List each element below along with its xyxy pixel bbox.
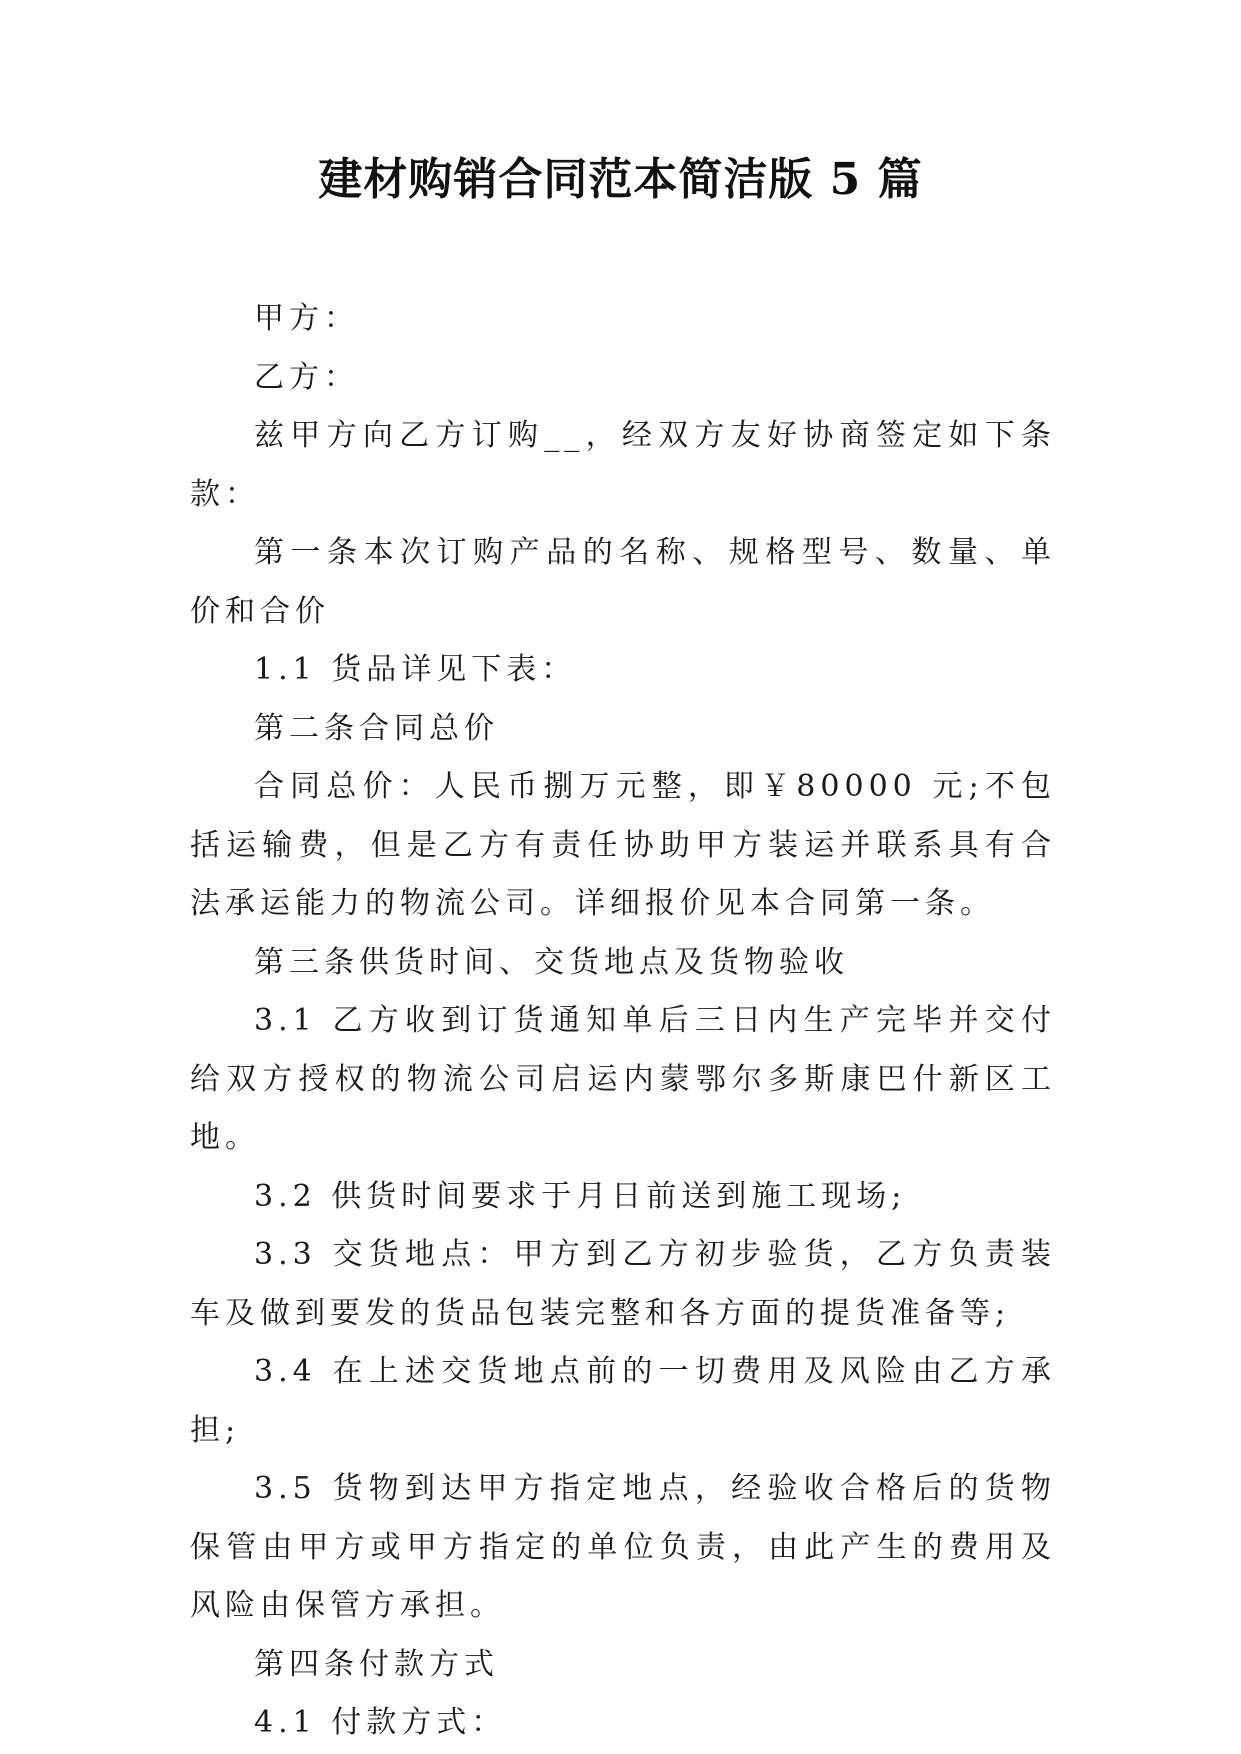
paragraph-article-2: 第二条合同总价 — [254, 710, 499, 746]
paragraph-3-3: 3.3 交货地点：甲方到乙方初步验货，乙方负责装车及做到要发的货品包装完整和各方面的提货准备等; — [190, 1237, 1056, 1331]
paragraph-3-4: 3.4 在上述交货地点前的一切费用及风险由乙方承担; — [190, 1354, 1056, 1448]
paragraph-total-price: 合同总价：人民币捌万元整，即￥80000 元;不包括运输费，但是乙方有责任协助甲方装运并联系具有合法承运能力的物流公司。详细报价见本合同第一条。 — [190, 769, 1056, 921]
paragraph-4-1: 4.1 付款方式： — [254, 1705, 507, 1740]
paragraph-party-b: 乙方： — [254, 359, 359, 395]
paragraph-party-a: 甲方： — [254, 301, 359, 336]
paragraph-article-4: 第四条付款方式 — [254, 1646, 499, 1682]
document-title: 建材购销合同范本简洁版 5 篇 — [318, 154, 923, 205]
paragraph-3-5: 3.5 货物到达甲方指定地点，经验收合格后的货物保管由甲方或甲方指定的单位负责，由此产生的费用及风险由保管方承担。 — [190, 1471, 1056, 1623]
paragraph-intro: 兹甲方向乙方订购__，经双方友好协商签定如下条款： — [190, 418, 1056, 512]
paragraph-article-1: 第一条本次订购产品的名称、规格型号、数量、单价和合价 — [190, 535, 1056, 629]
paragraph-1-1: 1.1 货品详见下表： — [254, 652, 577, 687]
paragraph-3-2: 3.2 供货时间要求于月日前送到施工现场; — [254, 1178, 907, 1214]
paragraph-3-1: 3.1 乙方收到订货通知单后三日内生产完毕并交付给双方授权的物流公司启运内蒙鄂尔多斯康巴什新区工地。 — [190, 1003, 1056, 1155]
paragraph-article-3: 第三条供货时间、交货地点及货物验收 — [254, 944, 849, 980]
document-body — [190, 290, 1056, 1753]
